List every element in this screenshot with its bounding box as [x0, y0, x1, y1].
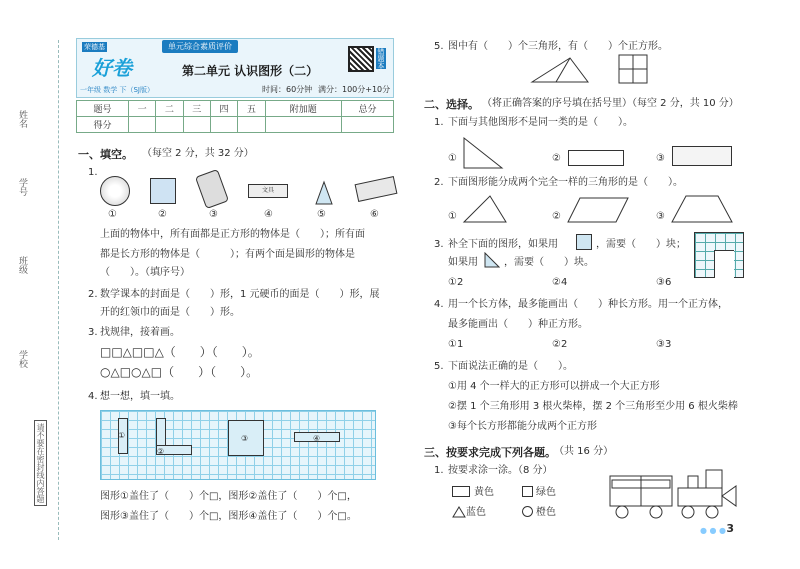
- student-id-label: 学号: [17, 178, 27, 196]
- soccer-ball-icon: [100, 176, 130, 206]
- edition-label: 一年级 数学 下（SJ版）: [80, 86, 154, 94]
- section-3-title: 三、按要求完成下列各题。: [424, 446, 556, 459]
- rectangle-icon: [568, 150, 624, 166]
- figure-gap: [714, 250, 734, 278]
- section-1-note: （每空 2 分，共 32 分）: [142, 148, 254, 159]
- time-label: 时间：60分钟: [262, 85, 313, 94]
- small-triangle-tile: [484, 252, 500, 268]
- train-drawing: [608, 466, 748, 522]
- small-square-tile: [576, 234, 592, 250]
- rectangle-key: [452, 486, 470, 497]
- page-number: 3: [726, 522, 734, 535]
- qr-code-icon: [348, 46, 374, 72]
- page-dots-icon: ● ● ●: [700, 526, 727, 535]
- pattern-sequence-2: ○△□○△□（ ）（ ）。: [100, 365, 259, 379]
- name-field-label: 姓名: [17, 110, 27, 128]
- class-label: 班级: [17, 256, 27, 274]
- binding-line: [58, 40, 59, 540]
- score-table: 题号 一 二 三 四 五 附加题 总分 得分: [76, 100, 394, 133]
- page-title: 第二单元 认识图形（二）: [182, 64, 319, 78]
- cuboid-icon: [672, 146, 732, 166]
- square-figure: [618, 54, 648, 84]
- seal-notice: 请不要在密封线内答题: [34, 420, 47, 506]
- trapezoid-option: [670, 194, 734, 224]
- triangle-key: [452, 506, 466, 518]
- tag-label: 单元综合素质评价: [162, 40, 238, 53]
- school-label: 学校: [17, 350, 27, 368]
- eraser-icon: 文具: [248, 184, 288, 198]
- qr-label: 错题本: [377, 48, 385, 69]
- triangle-option: [462, 194, 508, 224]
- prism-icon: [312, 180, 336, 206]
- brand-badge: 荣德基: [84, 43, 105, 51]
- brand-logo: 好卷: [92, 56, 132, 80]
- pattern-sequence-1: □□△□□△（ ）（ ）。: [100, 345, 260, 359]
- section-2-title: 二、选择。: [424, 98, 479, 111]
- parallelogram-option: [566, 196, 630, 224]
- right-triangle-icon: [462, 136, 504, 170]
- pencil-box-icon: [355, 176, 398, 202]
- can-icon: [195, 169, 229, 209]
- circle-key: [522, 506, 533, 517]
- triangle-figure: [530, 56, 590, 84]
- rubiks-cube-icon: [150, 178, 176, 204]
- full-score-label: 满分：100分+10分: [318, 85, 391, 94]
- square-key: [522, 486, 533, 497]
- section-1-title: 一、填空。: [78, 148, 133, 161]
